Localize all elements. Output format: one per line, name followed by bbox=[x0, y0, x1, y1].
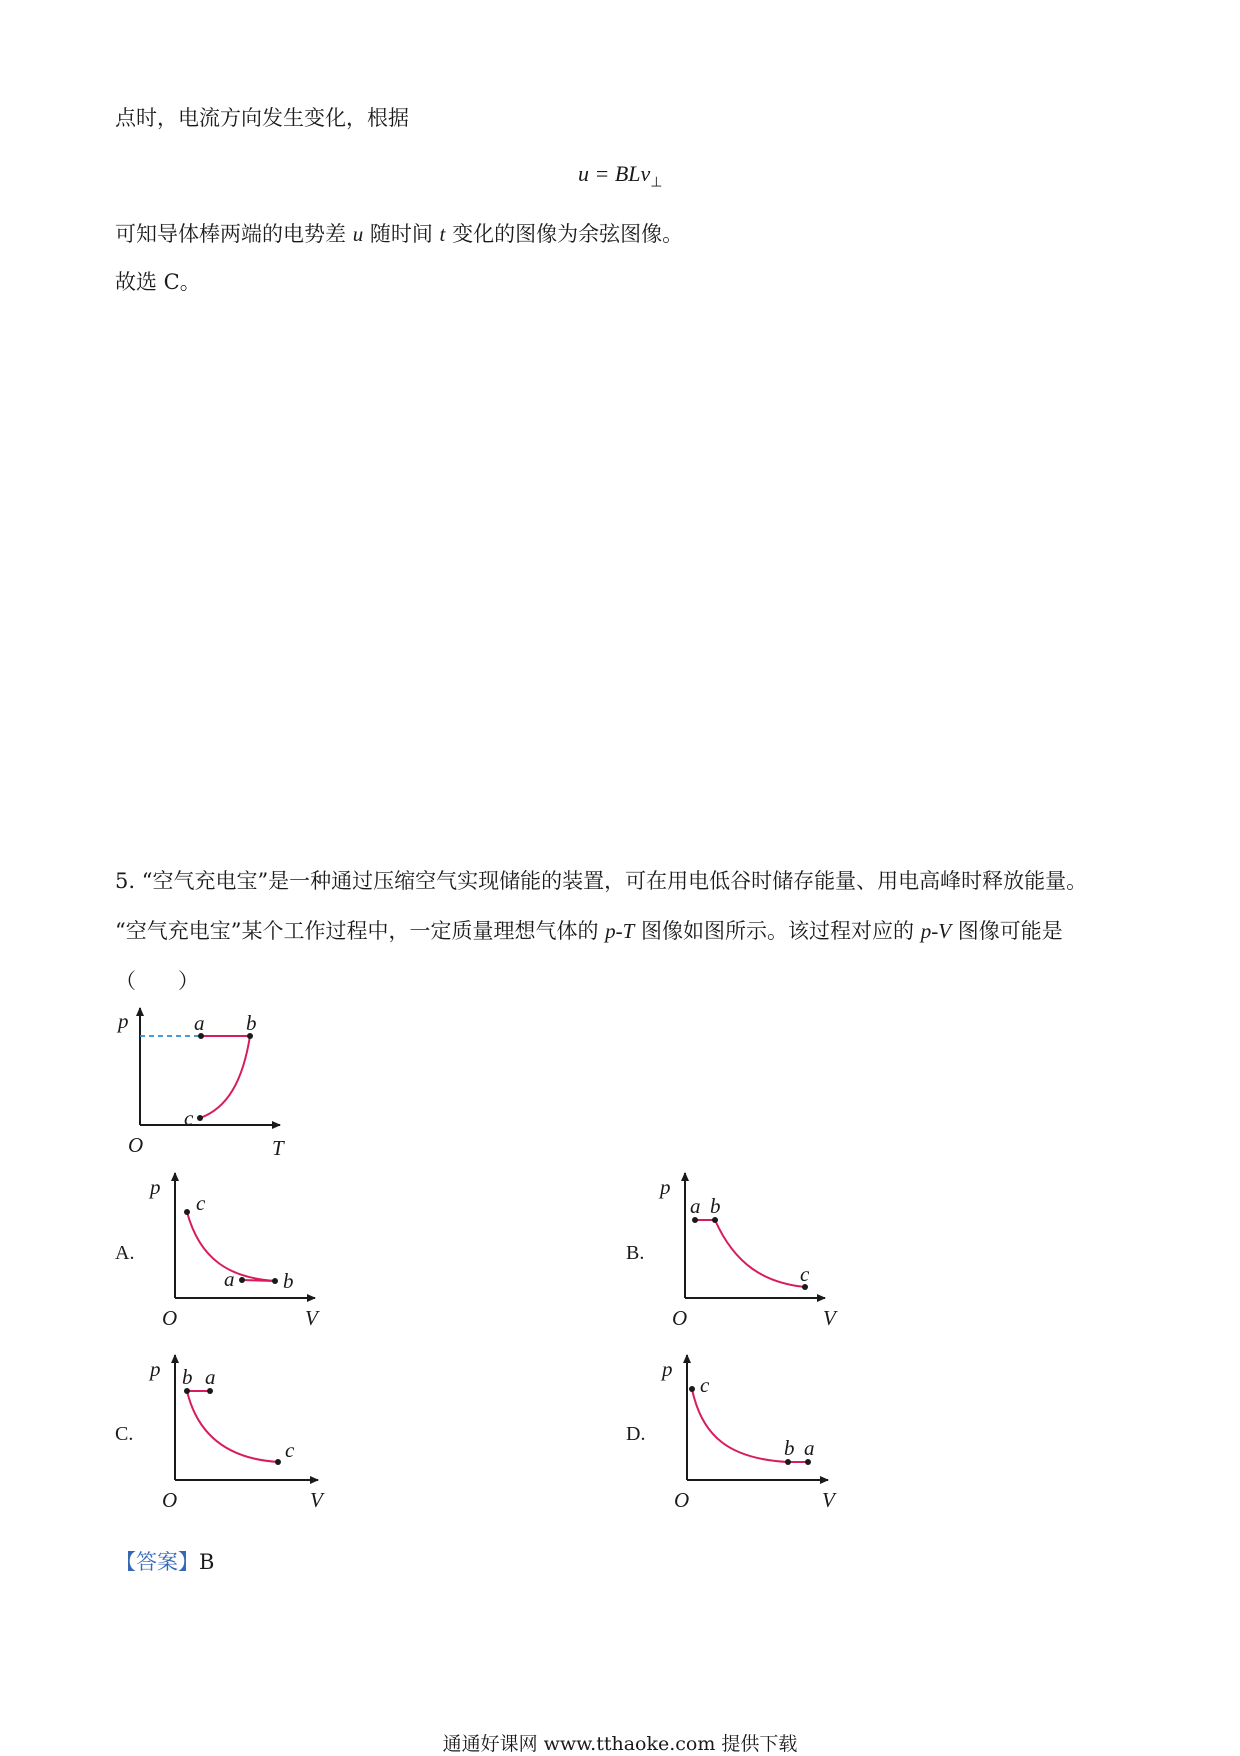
option-d-figure bbox=[660, 1347, 840, 1512]
y-label: p bbox=[118, 1009, 129, 1033]
label-a: a bbox=[194, 1011, 205, 1035]
x-label: V bbox=[310, 1488, 323, 1512]
point-c bbox=[197, 1115, 203, 1121]
y-label: p bbox=[660, 1175, 671, 1199]
question-line-3: （ ） bbox=[115, 969, 199, 993]
formula-main: u = BLv bbox=[578, 161, 651, 186]
solution-line-1: 点时，电流方向发生变化，根据 bbox=[115, 106, 409, 130]
label-a: a bbox=[224, 1267, 235, 1291]
symbol-u: u bbox=[352, 222, 364, 246]
option-c-figure bbox=[150, 1347, 330, 1512]
symbol-pt: p-T bbox=[605, 919, 635, 943]
label-c: c bbox=[196, 1191, 206, 1215]
label-c: c bbox=[285, 1438, 295, 1462]
label-c: c bbox=[800, 1262, 810, 1286]
origin-label: O bbox=[162, 1488, 178, 1512]
symbol-pv: p-V bbox=[920, 919, 952, 943]
answer bbox=[115, 1548, 214, 1576]
y-label: p bbox=[662, 1357, 673, 1381]
origin-label: O bbox=[128, 1133, 144, 1157]
answer-value: B bbox=[199, 1550, 215, 1574]
formula-subscript: ⊥ bbox=[650, 175, 663, 191]
origin-label: O bbox=[674, 1488, 690, 1512]
option-a-figure bbox=[150, 1165, 330, 1330]
solution-text: 可知导体棒两端的电势差 bbox=[115, 222, 353, 246]
label-b: b bbox=[283, 1269, 294, 1293]
label-b: b bbox=[246, 1011, 257, 1035]
curve-bc bbox=[187, 1391, 278, 1462]
answer-tag: 【答案】 bbox=[115, 1550, 199, 1574]
x-label: V bbox=[305, 1306, 318, 1330]
question-text: “空气充电宝”某个工作过程中，一定质量理想气体的 bbox=[115, 919, 606, 943]
solution-line-2 bbox=[115, 220, 683, 248]
point-c bbox=[689, 1386, 695, 1392]
question-text: 图像可能是 bbox=[951, 919, 1063, 943]
footer-credit: 通通好课网 www.tthaoke.com 提供下载 bbox=[442, 1733, 798, 1755]
option-b-figure bbox=[660, 1165, 840, 1330]
solution-text: 变化的图像为余弦图像。 bbox=[445, 222, 684, 246]
formula bbox=[578, 161, 663, 191]
option-b-label: B. bbox=[626, 1242, 645, 1264]
label-a: a bbox=[205, 1365, 216, 1389]
question-line-2 bbox=[115, 917, 1063, 945]
origin-label: O bbox=[672, 1306, 688, 1330]
y-label: p bbox=[150, 1175, 161, 1199]
label-b: b bbox=[182, 1365, 193, 1389]
label-b: b bbox=[710, 1194, 721, 1218]
x-label: T bbox=[272, 1136, 284, 1160]
point-c bbox=[275, 1459, 281, 1465]
pt-figure bbox=[100, 1000, 320, 1170]
label-a: a bbox=[804, 1436, 815, 1460]
y-label: p bbox=[150, 1357, 161, 1381]
solution-line-3: 故选 C。 bbox=[115, 270, 201, 294]
point-b bbox=[272, 1278, 278, 1284]
label-a: a bbox=[690, 1194, 701, 1218]
label-c: c bbox=[184, 1106, 194, 1130]
origin-label: O bbox=[162, 1306, 178, 1330]
option-a-label: A. bbox=[115, 1242, 135, 1264]
curve-bc bbox=[715, 1220, 805, 1287]
segment-ab bbox=[242, 1280, 275, 1281]
label-b: b bbox=[784, 1436, 795, 1460]
solution-text: 随时间 bbox=[363, 222, 440, 246]
point-c bbox=[184, 1209, 190, 1215]
curve-bc bbox=[200, 1036, 250, 1118]
symbol-t: t bbox=[439, 222, 446, 246]
point-a bbox=[239, 1277, 245, 1283]
option-d-label: D. bbox=[626, 1423, 646, 1445]
question-line-1: 5. “空气充电宝”是一种通过压缩空气实现储能的装置，可在用电低谷时储存能量、用电高峰时释放能量。 bbox=[115, 869, 1088, 893]
x-label: V bbox=[822, 1488, 835, 1512]
option-c-label: C. bbox=[115, 1423, 134, 1445]
curve-cb bbox=[692, 1389, 788, 1462]
question-text: 图像如图所示。该过程对应的 bbox=[634, 919, 921, 943]
x-label: V bbox=[823, 1306, 836, 1330]
label-c: c bbox=[700, 1373, 710, 1397]
